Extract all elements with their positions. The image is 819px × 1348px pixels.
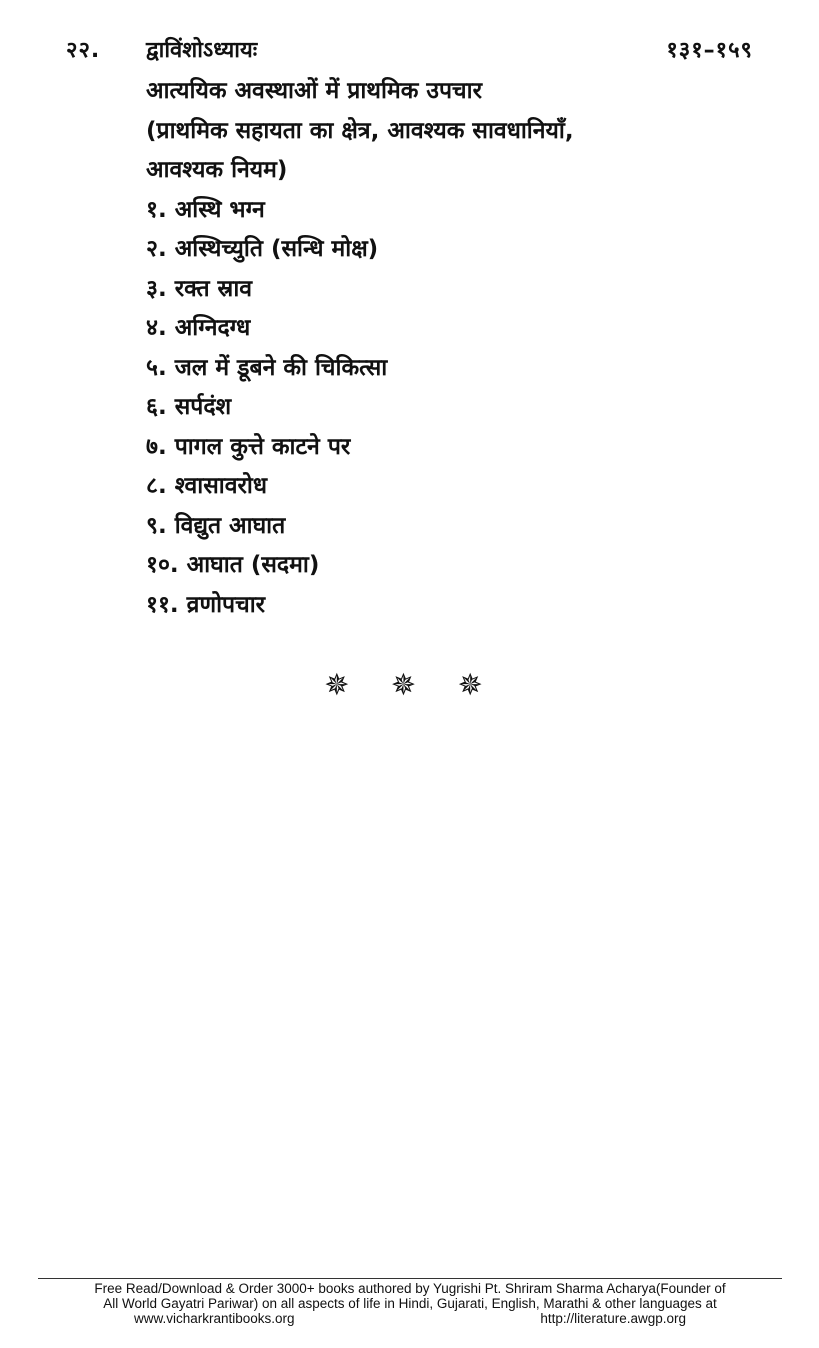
flower-ornament-icon: ✵	[457, 668, 495, 703]
contents-item: ३. रक्त स्राव	[146, 275, 253, 302]
contents-item: ११. व्रणोपचार	[146, 591, 266, 618]
footer-line: All World Gayatri Pariwar) on all aspects of life in Hindi, Gujarati, English, Marathi & other languages at	[103, 1296, 717, 1311]
flower-ornament-icon: ✵	[324, 668, 362, 703]
contents-item: ८. श्वासावरोध	[146, 473, 268, 499]
footer	[38, 1281, 782, 1327]
contents-item: १०. आघात (सदमा)	[146, 552, 320, 578]
contents-item: १. अस्थि भग्न	[146, 196, 265, 223]
page-range: १३१–१५९	[666, 38, 753, 63]
contents-line: आत्ययिक अवस्थाओं में प्राथमिक उपचार	[146, 78, 483, 104]
flower-ornament-icon: ✵	[390, 668, 429, 703]
contents-item: ५. जल में डूबने की चिकित्सा	[146, 354, 388, 381]
footer-divider	[38, 1278, 782, 1279]
footer-links	[38, 1311, 782, 1327]
contents-line: (प्राथमिक सहायता का क्षेत्र, आवश्यक सावधानियाँ,	[146, 117, 574, 144]
footer-line: Free Read/Download & Order 3000+ books authored by Yugrishi Pt. Shriram Sharma Acharya(Founder of	[94, 1281, 726, 1296]
footer-link-literature-awgp[interactable]: http://literature.awgp.org	[540, 1311, 686, 1326]
contents-item: ९. विद्युत आघात	[146, 512, 286, 539]
contents-item: ६. सर्पदंश	[146, 394, 232, 420]
footer-link-vicharkrantibooks[interactable]: www.vicharkrantibooks.org	[134, 1311, 295, 1326]
section-end-ornaments	[0, 668, 819, 703]
contents-line: आवश्यक नियम)	[146, 157, 288, 183]
contents-list	[146, 72, 766, 625]
contents-item: ४. अग्निदग्ध	[146, 315, 251, 341]
chapter-title: द्वाविंशोऽध्यायः	[146, 38, 258, 63]
chapter-number: २२.	[66, 38, 101, 63]
contents-item: २. अस्थिच्युति (सन्धि मोक्ष)	[146, 236, 379, 262]
contents-item: ७. पागल कुत्ते काटने पर	[146, 433, 351, 460]
